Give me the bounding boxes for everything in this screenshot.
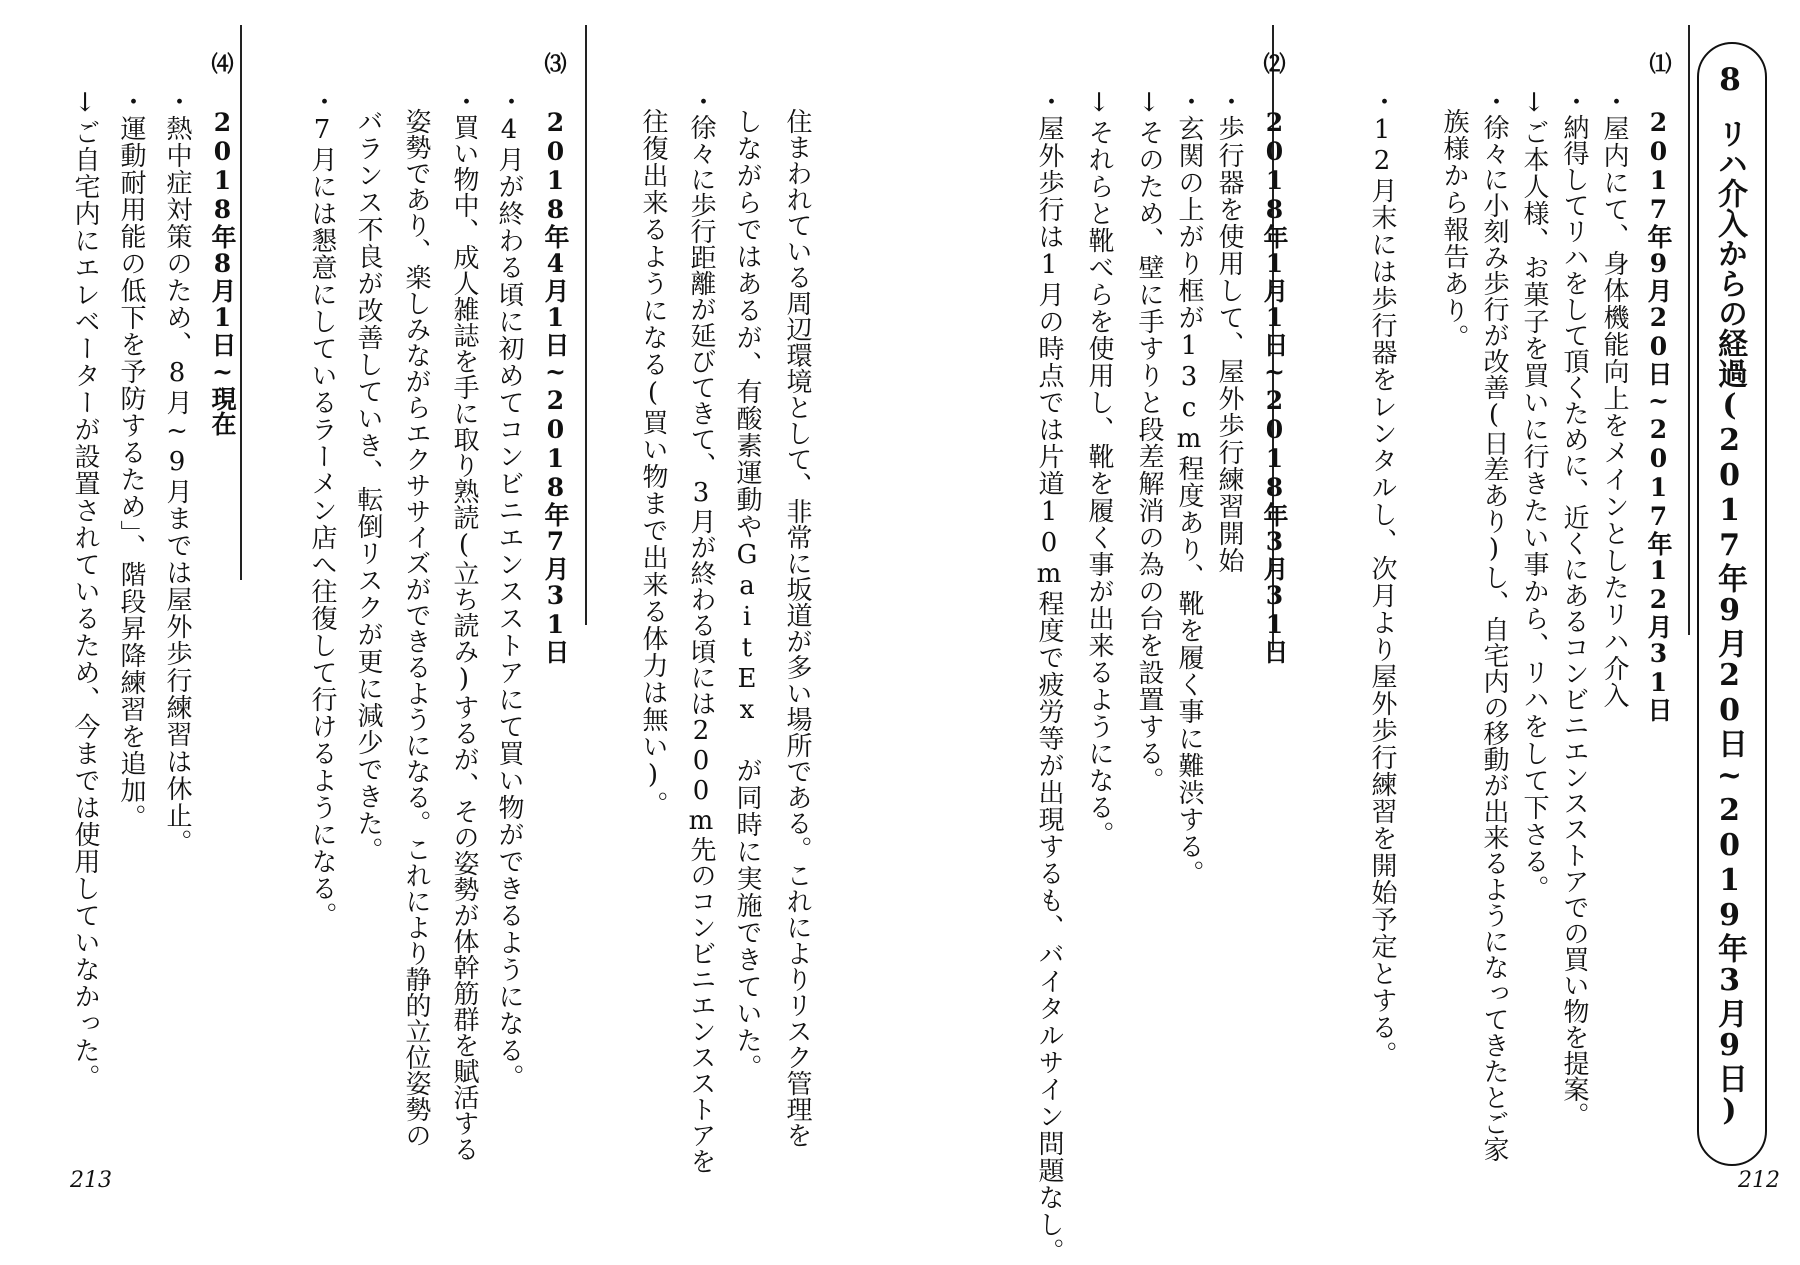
- section-3-rule: [585, 25, 587, 625]
- section-4-item: ・熱中症対策のため、8月~9月までは屋外歩行練習は休止。: [162, 88, 192, 856]
- chapter-number: 8: [1712, 62, 1748, 99]
- section-2-item: ・屋外歩行は1月の時点では片道10m程度で疲労等が出現するも、バイタルサイン問題なし。: [1034, 88, 1064, 1265]
- section-3-item: ・4月が終わる頃に初めてコンビニエンスストアにて買い物ができるようになる。: [494, 88, 524, 1091]
- section-2-item: ↓そのため、壁に手すりと段差解消の為の台を設置する。: [1134, 88, 1164, 794]
- section-2-label: ⑵: [1260, 52, 1286, 74]
- section-1-item: ・12月末には歩行器をレンタルし、次月より屋外歩行練習を開始予定とする。: [1367, 88, 1397, 1068]
- section-2-item: ・歩行器を使用して、屋外歩行練習開始: [1214, 88, 1244, 574]
- section-4-item: ↓ご自宅内にエレベーターが設置されているため、今までは使用していなかった。: [70, 88, 100, 1091]
- section-1-date: 2017年9月20日~2017年12月31日: [1644, 108, 1673, 722]
- section-3-label: ⑶: [541, 52, 567, 74]
- page-number-right: 212: [1738, 1168, 1780, 1193]
- section-4-label: ⑷: [208, 52, 234, 74]
- section-1-item: ・徐々に小刻み歩行が改善(日差あり)し、自宅内の移動が出来るようになってきたとご家: [1479, 88, 1509, 1162]
- section-4-date: 2018年8月1日~現在: [208, 108, 237, 436]
- section-4-item: ・運動耐用能の低下を予防するため」、階段昇降練習を追加。: [116, 88, 146, 831]
- section-3-date: 2018年4月1日~2018年7月31日: [541, 108, 570, 664]
- section-3-item: バランス不良が改善していき、転倒リスクが更に減少できた。: [353, 108, 383, 864]
- section-2-item: しながらではあるが、有酸素運動やGaitEx が同時に実施できていた。: [732, 108, 762, 1081]
- section-1-label: ⑴: [1646, 52, 1672, 74]
- page-number-left: 213: [70, 1168, 112, 1193]
- section-3-item: ・7月には懇意にしているラーメン店へ往復して行けるようになる。: [307, 88, 337, 929]
- section-3-item: 姿勢であり、楽しみながらエクササイズができるようになる。これにより静的立位姿勢の: [401, 108, 431, 1148]
- section-2-item: ・玄関の上がり框が13cm程度あり、靴を履く事に難渋する。: [1174, 88, 1204, 887]
- section-1-item: 族様から報告あり。: [1439, 108, 1469, 351]
- section-1-item: ↓ご本人様、お菓子を買いに行きたい事から、リハをして下さる。: [1519, 88, 1549, 902]
- section-2-item: ・徐々に歩行距離が延びてきて、3月が終わる頃には200m先のコンビニエンスストアを: [686, 88, 716, 1174]
- section-2-item: 住まわれている周辺環境として、非常に坂道が多い場所である。これによりリスク管理を: [782, 108, 812, 1148]
- section-1-item: ・屋内にて、身体機能向上をメインとしたリハ介入: [1599, 88, 1629, 709]
- section-2-item: 往復出来るようになる(買い物まで出来る体力は無い)。: [638, 108, 668, 818]
- section-2-date: 2018年1月1日~2018年3月31日: [1260, 108, 1289, 664]
- section-4-rule: [240, 25, 242, 580]
- section-2-item: ↓それらと靴べらを使用し、靴を履く事が出来るようになる。: [1084, 88, 1114, 848]
- chapter-title: リハ介入からの経過(2017年9月20日~2019年3月9日): [1712, 118, 1747, 1128]
- section-1-item: ・納得してリハをして頂くために、近くにあるコンビニエンスストアでの買い物を提案。: [1559, 88, 1589, 1128]
- section-1-rule: [1688, 25, 1690, 635]
- section-3-item: ・買い物中、成人雑誌を手に取り熟読(立ち読み)するが、その姿勢が体幹筋群を賦活する: [449, 88, 479, 1162]
